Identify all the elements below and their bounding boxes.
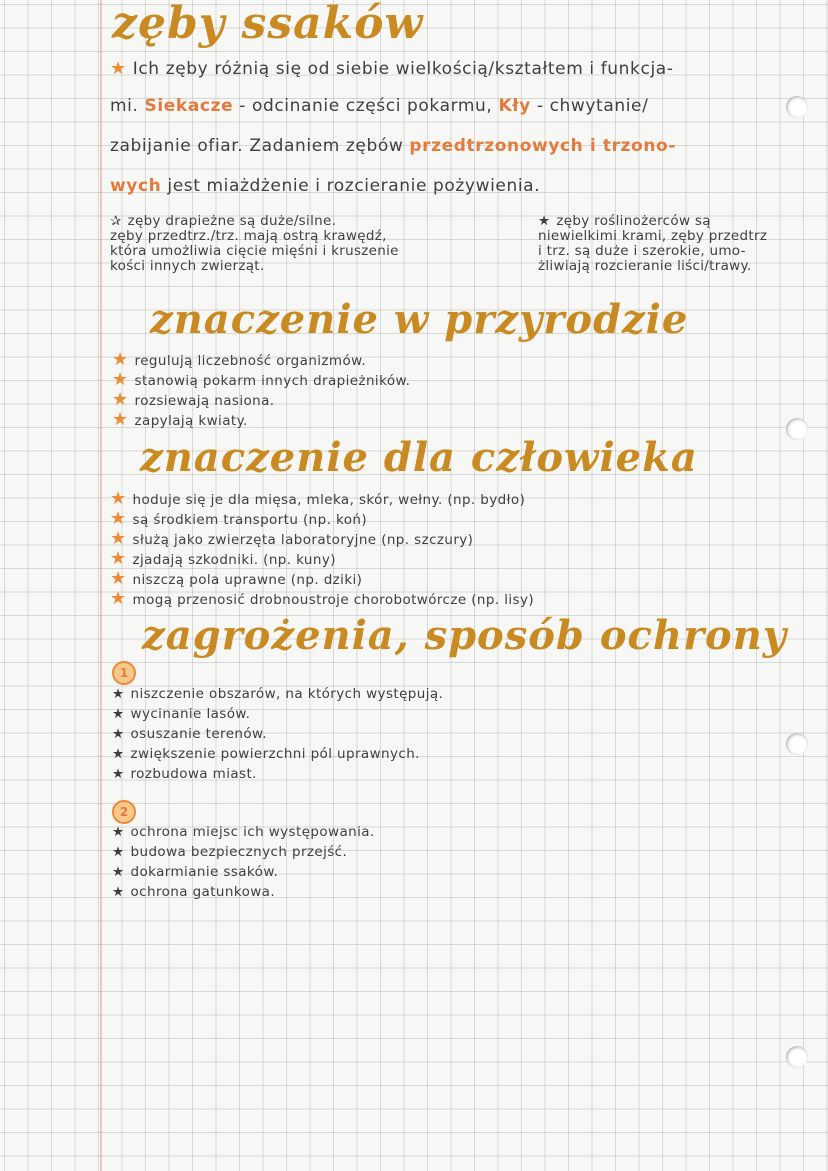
note-text: zęby roślinożerców są: [556, 213, 711, 229]
list-item: [110, 510, 367, 528]
term-trzonowe: przedtrzonowych i trzono-: [409, 136, 676, 156]
item-text: ochrona miejsc ich występowania.: [130, 824, 375, 840]
star-icon: ★: [110, 588, 127, 609]
intro-line-2: [110, 98, 648, 115]
star-icon: ★: [112, 844, 125, 860]
note-line: niewielkimi krami, zęby przedtrz: [538, 228, 768, 244]
list-item: [110, 550, 336, 568]
item-text: rozsiewają nasiona.: [134, 393, 275, 409]
intro-text: zabijanie ofiar. Zadaniem zębów: [110, 136, 404, 156]
margin-line: [100, 0, 102, 1171]
note-line: kości innych zwierząt.: [110, 258, 265, 274]
note-line: [110, 214, 399, 229]
note-line: żliwiają rozcieranie liści/trawy.: [538, 258, 752, 274]
item-text: zwiększenie powierzchni pól uprawnych.: [130, 746, 420, 762]
list-item: [112, 708, 250, 722]
section-title-threats: zagrożenia, sposób ochrony: [142, 612, 788, 659]
star-icon: ★: [112, 824, 125, 840]
intro-text: - chwytanie/: [536, 96, 649, 116]
list-item: [112, 411, 248, 429]
item-text: zapylają kwiaty.: [134, 413, 248, 429]
list-item: [112, 688, 443, 702]
star-icon: ★: [112, 884, 125, 900]
star-icon: ★: [110, 548, 127, 569]
intro-text: mi.: [110, 96, 139, 116]
star-icon: ★: [110, 488, 127, 509]
herbivore-teeth-note: [538, 214, 767, 274]
list-item: [112, 728, 267, 742]
outline-star-icon: ✰: [110, 213, 122, 229]
item-text: stanowią pokarm innych drapieżników.: [134, 373, 411, 389]
intro-line-1: [110, 60, 674, 78]
section-title-human: znaczenie dla człowieka: [140, 434, 698, 481]
predator-teeth-note: [110, 214, 399, 274]
list-item: [110, 590, 534, 608]
item-text: dokarmianie ssaków.: [130, 864, 279, 880]
term-trzonowe-cont: wych: [110, 176, 162, 196]
binder-hole: [786, 733, 808, 755]
item-text: osuszanie terenów.: [130, 726, 267, 742]
list-item: [110, 530, 473, 548]
list-item: [112, 866, 278, 880]
number-badge-2: 2: [112, 800, 136, 824]
star-icon: ★: [112, 349, 129, 370]
intro-text: Ich zęby różnią się od siebie wielkością/kształtem i funkcja-: [132, 59, 674, 79]
list-item: [112, 391, 274, 409]
binder-hole: [786, 96, 808, 118]
list-item: [112, 371, 410, 389]
list-item: [112, 826, 375, 840]
item-text: regulują liczebność organizmów.: [134, 353, 367, 369]
item-text: zjadają szkodniki. (np. kuny): [132, 552, 336, 568]
item-text: wycinanie lasów.: [130, 706, 251, 722]
note-line: i trz. są duże i szerokie, umo-: [538, 243, 746, 259]
term-kly: Kły: [498, 96, 531, 116]
list-item: [110, 570, 362, 588]
star-icon: ★: [112, 766, 125, 782]
item-text: ochrona gatunkowa.: [130, 884, 276, 900]
binder-hole: [786, 1046, 808, 1068]
star-icon: ★: [112, 726, 125, 742]
item-text: mogą przenosić drobnoustroje chorobotwórcze (np. lisy): [132, 592, 535, 608]
list-item: [112, 748, 420, 762]
note-text: zęby drapieżne są duże/silne.: [127, 213, 337, 229]
list-item: [112, 886, 275, 900]
star-icon: ★: [110, 528, 127, 549]
star-icon: ★: [112, 746, 125, 762]
star-icon: ★: [112, 369, 129, 390]
star-icon: ★: [110, 58, 127, 79]
star-icon: ★: [112, 706, 125, 722]
item-text: służą jako zwierzęta laboratoryjne (np. szczury): [132, 532, 474, 548]
item-text: niszczą pola uprawne (np. dziki): [132, 572, 363, 588]
list-item: [110, 490, 525, 508]
star-icon: ★: [112, 409, 129, 430]
note-line: [538, 214, 767, 229]
star-icon: ★: [112, 389, 129, 410]
note-line: która umożliwia cięcie mięśni i kruszenie: [110, 243, 399, 259]
intro-text: - odcinanie części pokarmu,: [239, 96, 493, 116]
intro-text: jest miażdżenie i rozcieranie pożywienia.: [167, 176, 541, 196]
star-icon: ★: [538, 213, 551, 229]
item-text: hoduje się je dla mięsa, mleka, skór, wełny. (np. bydło): [132, 492, 526, 508]
item-text: rozbudowa miast.: [130, 766, 257, 782]
term-siekacze: Siekacze: [144, 96, 234, 116]
list-item: [112, 768, 257, 782]
intro-line-4: [110, 178, 540, 195]
item-text: budowa bezpiecznych przejść.: [130, 844, 348, 860]
intro-line-3: [110, 138, 676, 155]
binder-hole: [786, 418, 808, 440]
note-line: zęby przedtrz./trz. mają ostrą krawędź,: [110, 228, 387, 244]
item-text: niszczenie obszarów, na których występują.: [130, 686, 444, 702]
number-badge-1: 1: [112, 661, 136, 685]
section-title-nature: znaczenie w przyrodzie: [150, 296, 689, 343]
star-icon: ★: [110, 508, 127, 529]
star-icon: ★: [112, 864, 125, 880]
list-item: [112, 351, 366, 369]
star-icon: ★: [110, 568, 127, 589]
list-item: [112, 846, 347, 860]
star-icon: ★: [112, 686, 125, 702]
page-title: zęby ssaków: [112, 0, 424, 49]
item-text: są środkiem transportu (np. koń): [132, 512, 367, 528]
